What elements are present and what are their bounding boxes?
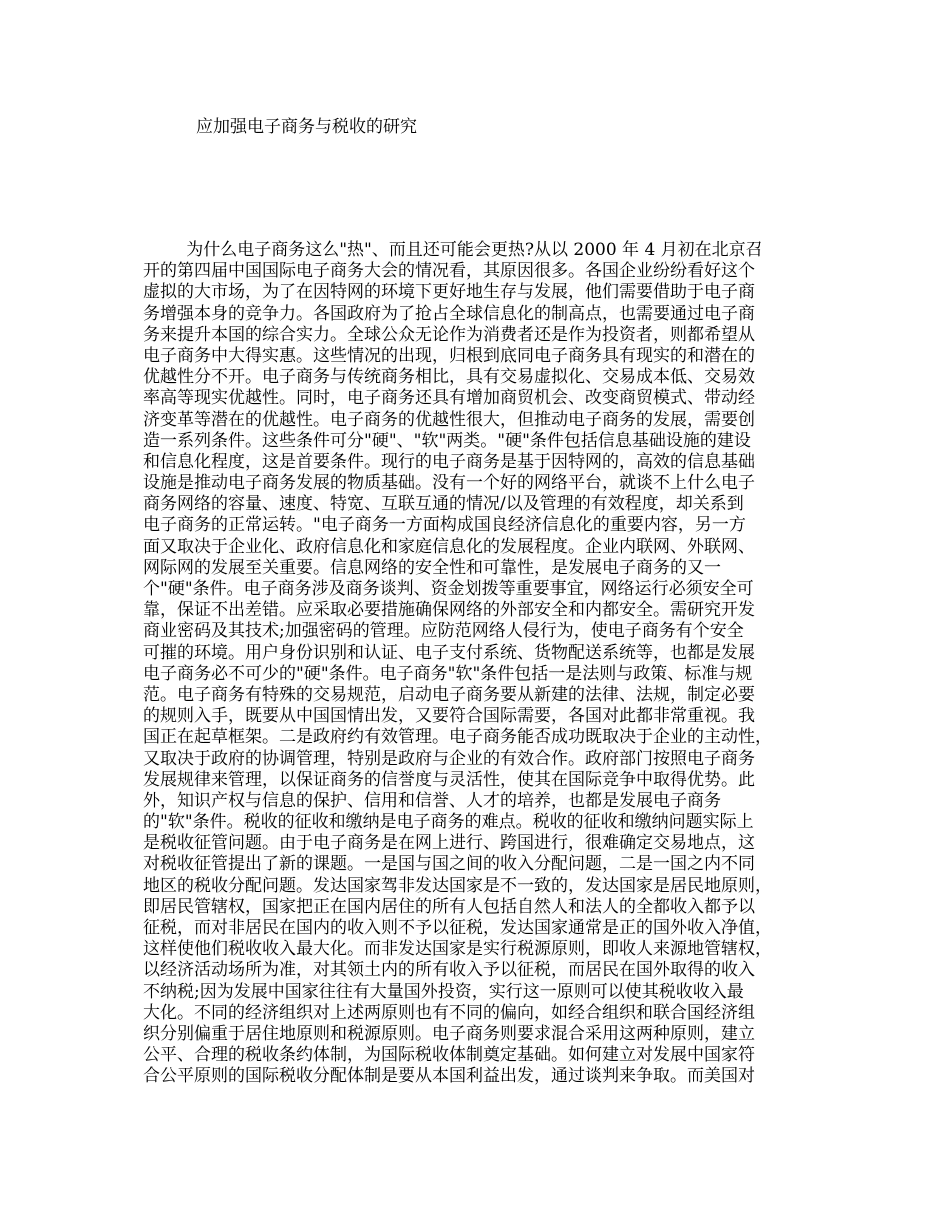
body-line: 务增强本身的竞争力。各国政府为了抢占全球信息化的制高点，也需要通过电子商	[143, 303, 755, 324]
body-line: 商务网络的容量、速度、特宽、互联互通的情况/以及管理的有效程度，却关系到	[143, 494, 744, 515]
body-line: 又取决于政府的协调管理，特别是政府与企业的有效合作。政府部门按照电子商务	[143, 748, 755, 769]
body-line: 电子商务中大得实惠。这些情况的出现，归根到底同电子商务具有现实的和潜在的	[143, 345, 755, 366]
body-line: 外，知识产权与信息的保护、信用和信誉、人才的培养，也都是发展电子商务	[143, 790, 721, 811]
body-line: 织分别偏重于居住地原则和税源原则。电子商务则要求混合采用这两种原则，建立	[143, 1023, 755, 1044]
body-line: 造一系列条件。这些条件可分"硬"、"软"两类。"硬"条件包括信息基础设施的建设	[143, 430, 751, 451]
body-line: 靠，保证不出差错。应采取必要措施确保网络的外部安全和内都安全。需研究开发	[143, 600, 755, 621]
body-line: 电子商务的正常运转。"电子商务一方面构成国良经济信息化的重要内容，另一方	[143, 515, 746, 536]
body-line: 电子商务必不可少的"硬"条件。电子商务"软"条件包括一是法则与政策、标准与规	[143, 663, 753, 684]
body-line: 公平、合理的税收条约体制，为国际税收体制奠定基础。如何建立对发展中国家符	[143, 1045, 755, 1066]
body-line: 是税收征管问题。由于电子商务是在网上进行、跨国进行，很难确定交易地点，这	[143, 833, 755, 854]
body-line: 发展规律来管理，以保证商务的信誉度与灵活性，使其在国际竞争中取得优势。此	[143, 769, 755, 790]
body-line: 对税收征管提出了新的课题。一是国与国之间的收入分配问题，二是一国之内不同	[143, 854, 755, 875]
body-line: 为什么电子商务这么"热"、而且还可能会更热?从以 2000 年 4 月初在北京召	[143, 240, 763, 260]
body-line: 和信息化程度，这是首要条件。现行的电子商务是基于因特网的，高效的信息基础	[143, 451, 755, 472]
body-line: 地区的税收分配问题。发达国家驾非发达国家是不一致的，发达国家是居民地原则，	[143, 875, 772, 896]
body-line: 网际网的发展至关重要。信息网络的安全性和可靠性，是发展电子商务的又一	[143, 557, 721, 578]
body-line: 范。电子商务有特殊的交易规范，启动电子商务要从新建的法律、法规，制定必要	[143, 684, 755, 705]
body-line: 济变革等潜在的优越性。电子商务的优越性很大，但推动电子商务的发展，需要创	[143, 409, 755, 430]
body-line: 国正在起草框架。二是政府约有效管理。电子商务能否成功既取决于企业的主动性，	[143, 727, 772, 748]
body-line: 面又取决于企业化、政府信息化和家庭信息化的发展程度。企业内联网、外联网、	[143, 536, 755, 557]
body-line: 不纳税;因为发展中国家往往有大量国外投资，实行这一原则可以使其税收收入最	[143, 981, 744, 1002]
document-body	[143, 240, 823, 1088]
body-line: 以经济活动场所为准，对其领土内的所有收入予以征税，而居民在国外取得的收入	[143, 960, 755, 981]
body-line: 率高等现实优越性。同时，电子商务还具有增加商贸机会、改变商贸模式、带动经	[143, 388, 755, 409]
body-line: 虚拟的大市场，为了在因特网的环境下更好地生存与发展，他们需要借助于电子商	[143, 282, 755, 303]
body-line: 征税，而对非居民在国内的收入则不予以征税，发达国家通常是正的国外收入净值，	[143, 918, 772, 938]
body-line: 的规则入手，既要从中国国情出发，又要符合国际需要，各国对此都非常重视。我	[143, 706, 755, 727]
body-line: 个"硬"条件。电子商务涉及商务谈判、资金划拨等重要事宜，网络运行必须安全可	[143, 579, 754, 599]
body-line: 优越性分不开。电子商务与传统商务相比，具有交易虚拟化、交易成本低、交易效	[143, 367, 755, 388]
body-line: 务来提升本国的综合实力。全球公众无论作为消费者还是作为投资者，则都希望从	[143, 324, 755, 345]
body-line: 可摧的环境。用户身份识别和认证、电子支付系统、货物配送系统等，也都是发展	[143, 642, 755, 663]
body-line: 开的第四届中国国际电子商务大会的情况看，其原因很多。各国企业纷纷看好这个	[143, 261, 755, 282]
body-line: 即居民管辖权，国家把正在国内居住的所有人包括自然人和法人的全都收入都予以	[143, 896, 755, 917]
body-line: 大化。不同的经济组织对上述两原则也有不同的偏向，如经合组织和联合国经济组	[143, 1002, 755, 1023]
body-line: 设施是推动电子商务发展的物质基础。没有一个好的网络平台，就谈不上什么电子	[143, 473, 755, 494]
body-line: 的"软"条件。税收的征收和缴纳是电子商务的难点。税收的征收和缴纳问题实际上	[143, 812, 754, 833]
body-line: 合公平原则的国际税收分配体制是要从本国利益出发，通过谈判来争取。而美国对	[143, 1066, 755, 1087]
body-line: 这样使他们税收收入最大化。而非发达国家是实行税源原则，即收人来源地管辖权，	[143, 939, 772, 960]
document-title: 应加强电子商务与税收的研究	[196, 117, 417, 137]
body-line: 商业密码及其技术;加强密码的管理。应防范网络人侵行为，使电子商务有个安全	[143, 621, 744, 642]
